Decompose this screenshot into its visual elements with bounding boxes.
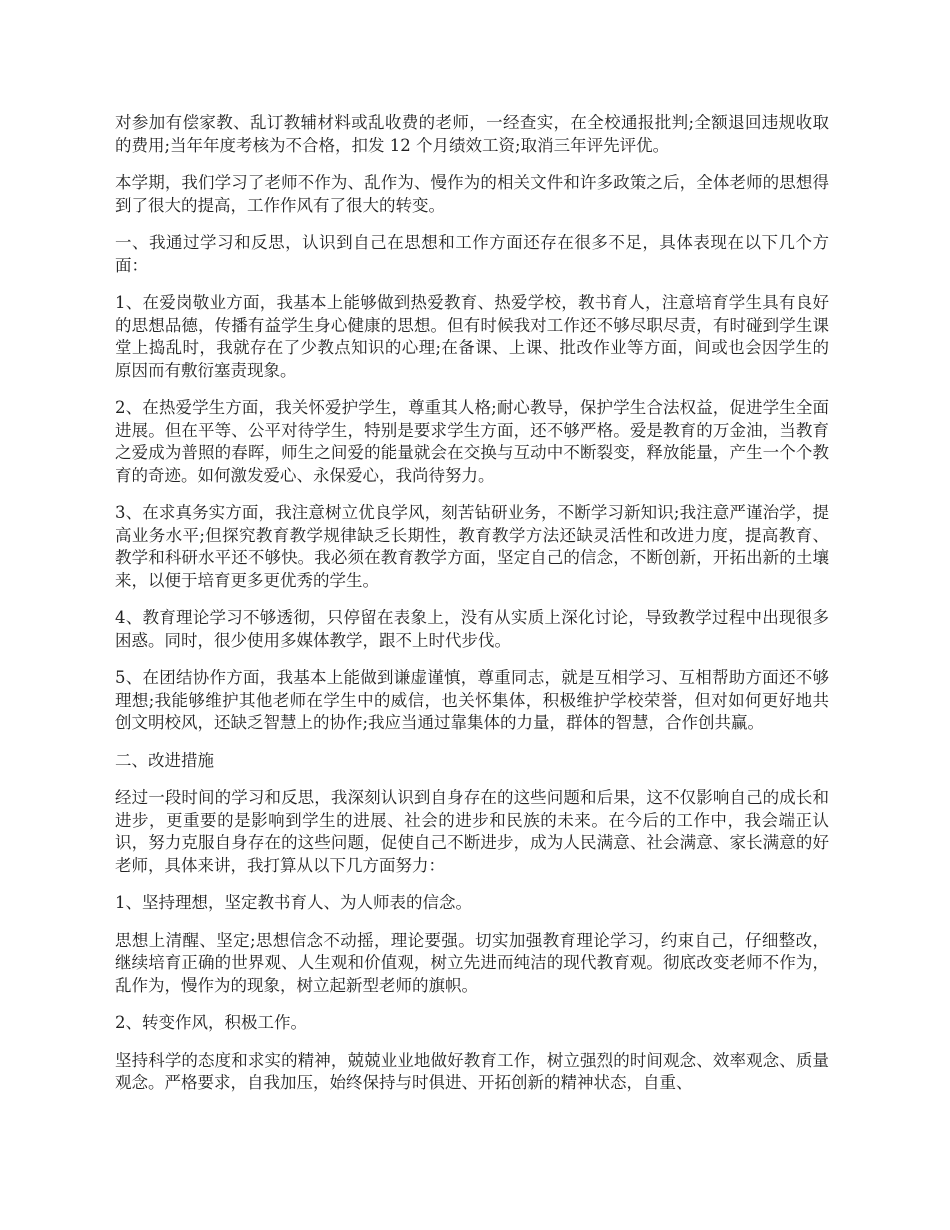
subheading-work-style: 2、转变作风，积极工作。 <box>115 1013 307 1032</box>
paragraph-item-pragmatism: 3、在求真务实方面，我注意树立优良学风，刻苦钻研业务，不断学习新知识;我注意严谨治学，提高业务水平;但探究教育教学规律缺乏长期性，教育教学方法还缺灵活性和改进力度，提高教育、教学和科研水平还不够快。我必须在教育教学方面，坚定自己的信念，不断创新，开拓出新的土壤来，以便于培育更多更优秀的学生。 <box>115 503 829 590</box>
paragraph-semester-intro: 本学期，我们学习了老师不作为、乱作为、慢作为的相关文件和许多政策之后，全体老师的思想得到了很大的提高，工作作风有了很大的转变。 <box>115 173 829 215</box>
section-heading-reflection: 一、我通过学习和反思，认识到自己在思想和工作方面还存在很多不足，具体表现在以下几个方面： <box>115 233 829 275</box>
paragraph-item-love-students: 2、在热爱学生方面，我关怀爱护学生，尊重其人格;耐心教导，保护学生合法权益，促进学生全面进展。但在平等、公平对待学生，特别是要求学生方面，还不够严格。爱是教育的万金油，当教育之爱成为普照的春晖，师生之间爱的能量就会在交换与互动中不断裂变，释放能量，产生一个个教育的奇迹。如何激发爱心、永保爱心，我尚待努力。 <box>115 398 829 485</box>
subheading-ideals: 1、坚持理想，坚定教书育人、为人师表的信念。 <box>115 893 472 912</box>
document-page <box>115 112 829 1110</box>
paragraph-item-teamwork: 5、在团结协作方面，我基本上能做到谦虚谨慎，尊重同志，就是互相学习、互相帮助方面还不够理想;我能够维护其他老师在学生中的威信，也关怀集体，积极维护学校荣誉，但对如何更好地共创文明校风，还缺乏智慧上的协作;我应当通过靠集体的力量，群体的智慧，合作创共赢。 <box>115 668 829 732</box>
paragraph-improvement-intro: 经过一段时间的学习和反思，我深刻认识到自身存在的这些问题和后果，这不仅影响自己的成长和进步，更重要的是影响到学生的进展、社会的进步和民族的未来。在今后的工作中，我会端正认识，努力克服自身存在的这些问题，促使自己不断进步，成为人民满意、社会满意、家长满意的好老师，具体来讲，我打算从以下几方面努力： <box>115 788 829 875</box>
paragraph-work-style-detail: 坚持科学的态度和求实的精神，兢兢业业地做好教育工作，树立强烈的时间观念、效率观念、质量观念。严格要求，自我加压，始终保持与时俱进、开拓创新的精神状态，自重、 <box>115 1050 829 1092</box>
paragraph-item-theory-study: 4、教育理论学习不够透彻，只停留在表象上，没有从实质上深化讨论，导致教学过程中出现很多困惑。同时，很少使用多媒体教学，跟不上时代步伐。 <box>115 608 829 650</box>
paragraph-ideals-detail: 思想上清醒、坚定;思想信念不动摇，理论要强。切实加强教育理论学习，约束自己，仔细整改，继续培育正确的世界观、人生观和价值观，树立先进而纯洁的现代教育观。彻底改变老师不作为，乱作为，慢作为的现象，树立起新型老师的旗帜。 <box>115 930 829 995</box>
section-heading-improvements: 二、改进措施 <box>115 750 214 770</box>
paragraph-item-dedication: 1、在爱岗敬业方面，我基本上能够做到热爱教育、热爱学校，教书育人，注意培育学生具有良好的思想品德，传播有益学生身心健康的思想。但有时候我对工作还不够尽职尽责，有时碰到学生课堂上捣乱时，我就存在了少教点知识的心理;在备课、上课、批改作业等方面，间或也会因学生的原因而有敷衍塞责现象。 <box>115 293 829 380</box>
paragraph-discipline-measures: 对参加有偿家教、乱订教辅材料或乱收费的老师，一经查实，在全校通报批判;全额退回违规收取的费用;当年年度考核为不合格，扣发 12 个月绩效工资;取消三年评先评优。 <box>115 113 829 155</box>
